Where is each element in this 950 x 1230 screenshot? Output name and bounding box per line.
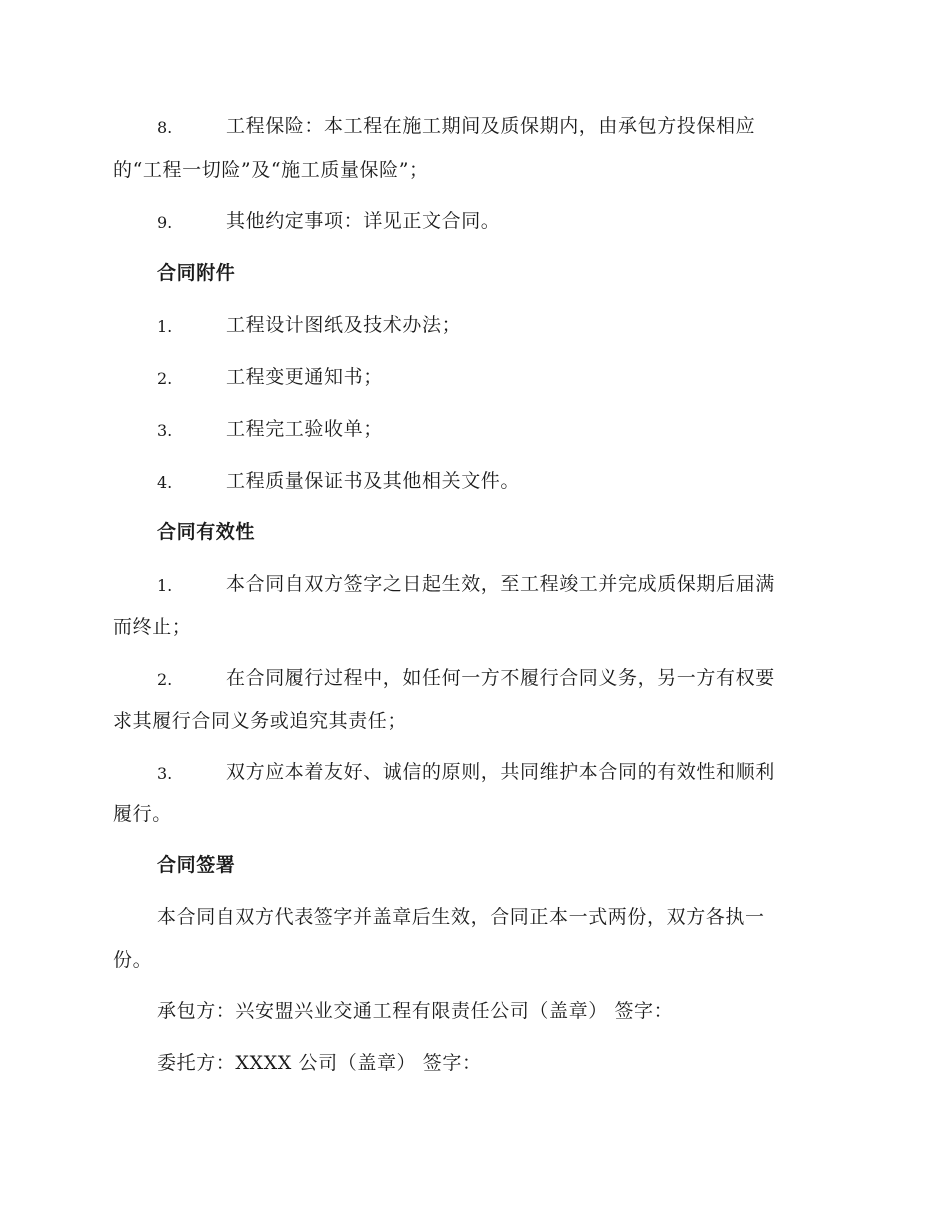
- validity-item: 双方应本着友好、诚信的原则，共同维护本合同的有效性和顺利: [226, 761, 775, 783]
- signing-paragraph: 本合同自双方代表签字并盖章后生效，合同正本一式两份，双方各执一: [157, 906, 765, 928]
- item-number: 3.: [157, 421, 173, 440]
- validity-item: 本合同自双方签字之日起生效，至工程竣工并完成质保期后届满: [226, 573, 775, 595]
- contractor-signature-line: 承包方：兴安盟兴业交通工程有限责任公司（盖章） 签字：: [157, 1000, 674, 1022]
- item-number: 9.: [157, 213, 173, 232]
- attachment-item: 工程设计图纸及技术办法；: [226, 314, 462, 336]
- validity-item-continuation: 求其履行合同义务或追究其责任；: [113, 710, 408, 732]
- item-text: 其他约定事项：详见正文合同。: [226, 210, 501, 232]
- attachment-item: 工程质量保证书及其他相关文件。: [226, 470, 521, 492]
- client-signature-line: 委托方：XXXX 公司（盖章） 签字：: [157, 1052, 482, 1074]
- item-text-continuation: 的“工程一切险”及“施工质量保险”；: [113, 159, 429, 181]
- validity-item-continuation: 而终止；: [113, 616, 192, 638]
- attachment-item: 工程变更通知书；: [226, 366, 383, 388]
- validity-item: 在合同履行过程中，如任何一方不履行合同义务，另一方有权要: [226, 667, 775, 689]
- section-heading-validity: 合同有效性: [157, 521, 256, 543]
- attachment-item: 工程完工验收单；: [226, 418, 383, 440]
- item-number: 1.: [157, 317, 173, 336]
- item-number: 2.: [157, 670, 173, 689]
- item-number: 4.: [157, 473, 173, 492]
- signing-paragraph-continuation: 份。: [113, 949, 153, 971]
- item-number: 3.: [157, 764, 173, 783]
- item-text: 工程保险：本工程在施工期间及质保期内，由承包方投保相应: [226, 115, 756, 137]
- item-number: 8.: [157, 118, 173, 137]
- item-number: 1.: [157, 576, 173, 595]
- section-heading-attachments: 合同附件: [157, 262, 236, 284]
- validity-item-continuation: 履行。: [113, 803, 172, 825]
- section-heading-signing: 合同签署: [157, 854, 236, 876]
- item-number: 2.: [157, 369, 173, 388]
